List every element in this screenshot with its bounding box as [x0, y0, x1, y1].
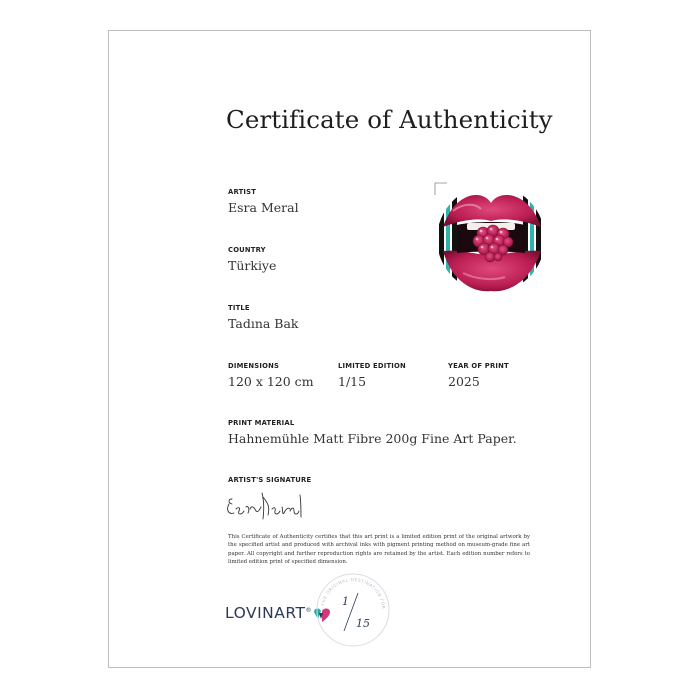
certificate-title: Certificate of Authenticity	[226, 105, 553, 134]
country-value: Türkiye	[228, 258, 277, 273]
stamp-total: 15	[356, 617, 370, 630]
authenticity-notice: This Certificate of Authenticity certifies that this art print is a limited edition print of the original artwork by the specified artist and produced with archival inks with pigment printing method on museum-grade fine art paper. All copyright and further reproduction rights are retained by the artist. Each edition number refers to limited edition print of specified dimension.	[228, 534, 530, 565]
lovinart-logo	[225, 604, 312, 622]
artist-signature	[226, 489, 306, 521]
artist-label: ARTIST	[228, 188, 257, 196]
limited-edition-label: LIMITED EDITION	[338, 362, 406, 370]
brand-name: LOVINART	[225, 604, 306, 622]
dimensions-label: DIMENSIONS	[228, 362, 280, 370]
country-label: COUNTRY	[228, 246, 266, 254]
stamp-text: THE ORIGINAL DESTINATION FOR	[320, 576, 387, 610]
trademark-mark: ®	[305, 606, 312, 614]
print-material-label: PRINT MATERIAL	[228, 419, 295, 427]
certificate-sheet	[108, 30, 591, 668]
print-material-value: Hahnemühle Matt Fibre 200g Fine Art Paper.	[228, 431, 517, 446]
dimensions-value: 120 x 120 cm	[228, 374, 314, 389]
year-of-print-value: 2025	[448, 374, 480, 389]
artist-value: Esra Meral	[228, 200, 299, 215]
edition-seal-icon	[314, 571, 392, 649]
title-value: Tadına Bak	[228, 316, 299, 331]
stamp-number: 1	[342, 595, 349, 608]
svg-text:THE ORIGINAL DESTINATION FOR C	[314, 571, 386, 610]
limited-edition-value: 1/15	[338, 374, 367, 389]
year-of-print-label: YEAR OF PRINT	[448, 362, 509, 370]
signature-label: ARTIST'S SIGNATURE	[228, 476, 312, 484]
title-label: TITLE	[228, 304, 250, 312]
raspberry-lips-artwork	[433, 181, 545, 293]
